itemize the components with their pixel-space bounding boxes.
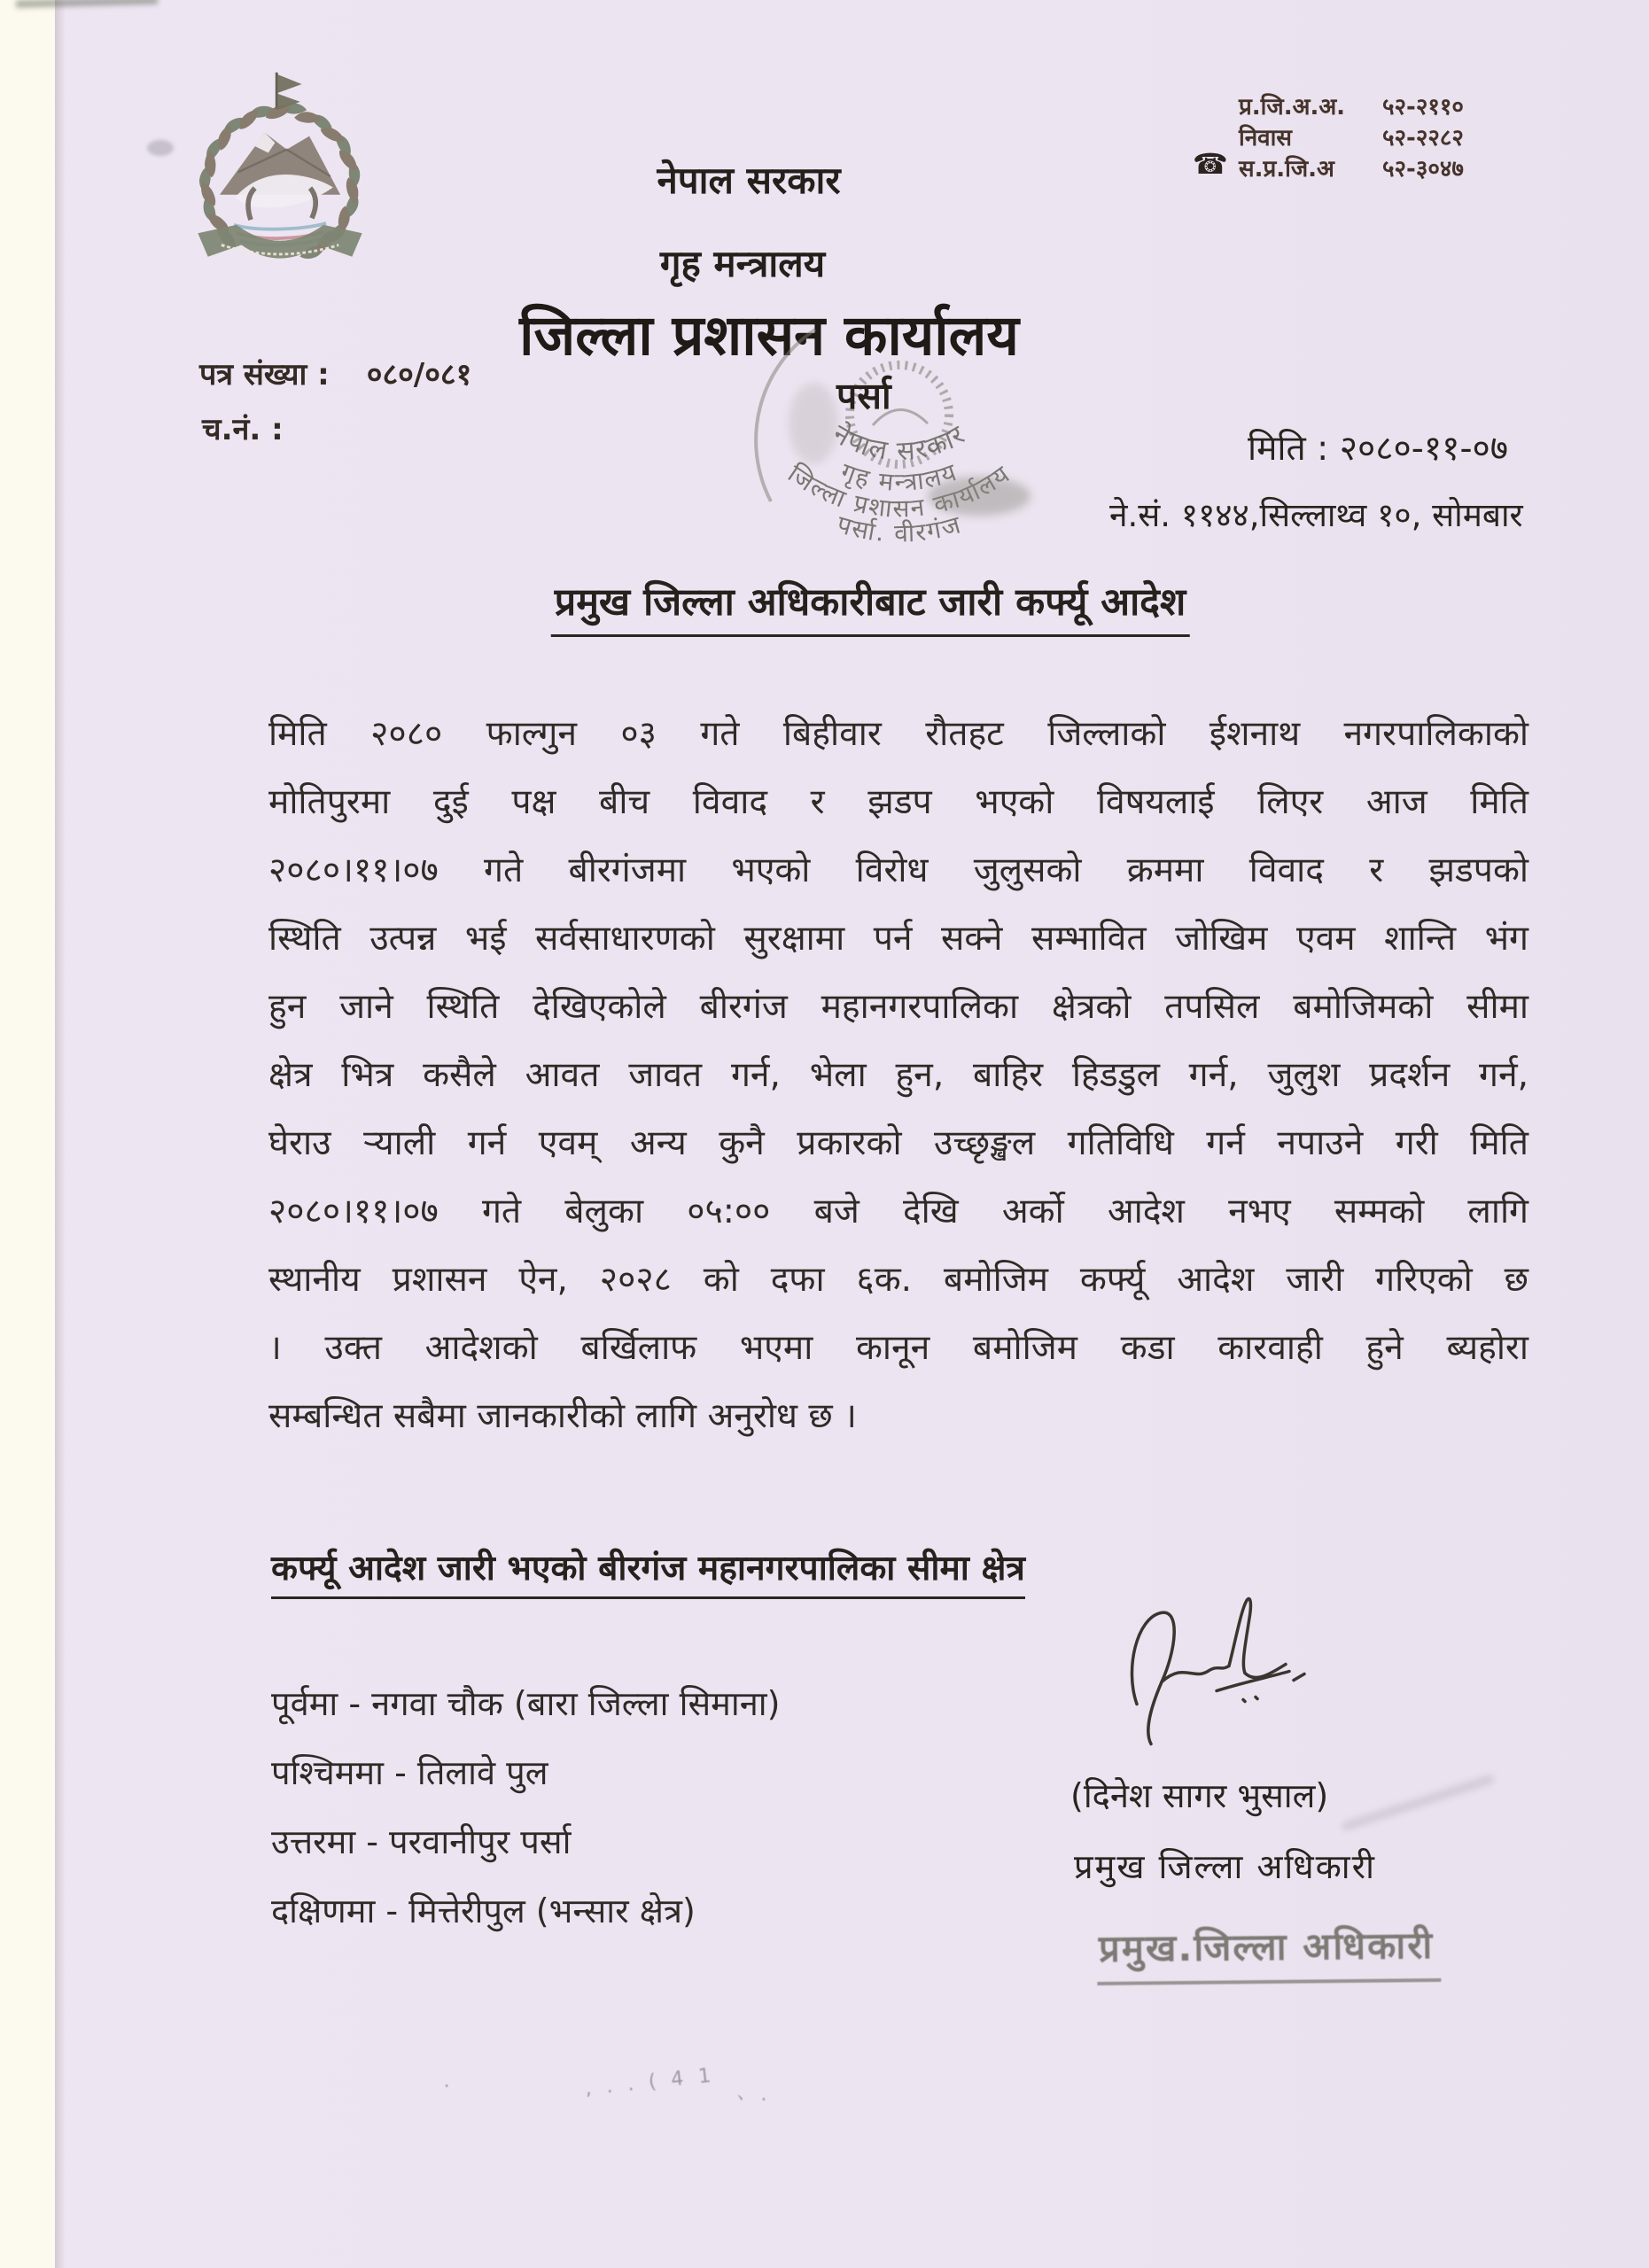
contact-block <box>1193 92 1464 185</box>
body-line: २०८०।११।०७ गते बीरगंजमा भएको विरोध जुलुसको क्रममा विवाद र झडपको <box>268 850 1528 890</box>
office-round-stamp <box>709 317 1063 583</box>
contact-number: ५२-२२८२ <box>1382 125 1464 151</box>
boundary-item-east: पूर्वमा - नगवा चौक (बारा जिल्ला सिमाना) <box>271 1684 781 1723</box>
ministry-name: गृह मन्त्रालय <box>659 242 826 285</box>
signatory-name: (दिनेश सागर भुसाल) <box>1070 1776 1329 1815</box>
scan-speck <box>147 140 174 156</box>
contact-row <box>1239 154 1464 185</box>
contact-label: प्र.जि.अ.अ. <box>1239 94 1346 120</box>
body-line: स्थानीय प्रशासन ऐन, २०२८ को दफा ६क. बमोजिम कर्फ्यू आदेश जारी गरिएको छ <box>268 1260 1528 1300</box>
letter-date: मिति : २०८०-११-०७ <box>1248 429 1509 469</box>
pencil-mark: , . . ( 4 1 <box>584 2064 717 2101</box>
body-line: २०८०।११।०७ गते बेलुका ०५:०० बजे देखि अर्को आदेश नभए सम्मको लागि <box>268 1192 1528 1231</box>
boundary-section-heading: कर्फ्यू आदेश जारी भएको बीरगंज महानगरपालिका सीमा क्षेत्र <box>271 1543 1025 1599</box>
designation-rubber-stamp: प्रमुख.जिल्ला अधिकारी <box>1097 1919 1442 1985</box>
body-line: सम्बन्धित सबैमा जानकारीको लागि अनुरोध छ । <box>268 1396 857 1436</box>
stamp-arc-text: गृह मन्त्रालय <box>836 456 962 497</box>
signature-scribble <box>1112 1582 1316 1759</box>
contact-number: ५२-३०४७ <box>1382 156 1464 183</box>
contact-label: निवास <box>1239 125 1292 151</box>
stamp-smudge <box>928 477 1031 516</box>
body-line: घेराउ र्‍याली गर्न एवम् अन्य कुनै प्रकारको उच्छृङ्खल गतिविधि गर्न नपाउने गरी मिति <box>268 1123 1528 1163</box>
stamp-smudge <box>789 383 838 464</box>
body-line: क्षेत्र भित्र कसैले आवत जावत गर्न, भेला हुन, बाहिर हिडडुल गर्न, जुलुश प्रदर्शन गर्न, <box>268 1055 1528 1095</box>
scan-speck <box>1341 1774 1495 1831</box>
phone-icon: ☎ <box>1193 147 1228 181</box>
contact-label: स.प्र.जि.अ <box>1239 156 1334 183</box>
dispatch-number-label: च.नं. : <box>202 412 284 447</box>
contact-row <box>1239 123 1464 154</box>
boundary-list <box>271 1669 780 1946</box>
nepal-sambat-date: ने.सं. ११४४,सिल्लाथ्व १०, सोमबार <box>1109 496 1523 534</box>
boundary-item-north: उत्तरमा - परवानीपुर पर्सा <box>271 1822 572 1861</box>
contact-number: ५२-२११० <box>1382 94 1464 120</box>
nepal-coat-of-arms <box>188 67 372 285</box>
stamp-arc-text: नेपाल सरकार <box>827 418 972 468</box>
government-name: नेपाल सरकार <box>657 159 841 202</box>
letter-number-value: ०८०/०८१ <box>366 357 472 392</box>
body-line: मिति २०८० फाल्गुन ०३ गते बिहीवार रौतहट जिल्लाको ईशनाथ नगरपालिकाको <box>268 714 1528 754</box>
letter-title: प्रमुख जिल्ला अधिकारीबाट जारी कर्फ्यू आदेश <box>551 574 1190 637</box>
scan-margin-shadow <box>55 0 66 2268</box>
stamp-arc-text: पर्सा. वीरगंज <box>833 509 966 548</box>
pencil-mark: · <box>439 2075 457 2101</box>
contact-row <box>1239 92 1464 123</box>
stamp-arc-text: जिल्ला प्रशासन कार्यालय <box>782 458 1016 524</box>
boundary-item-south: दक्षिणमा - मित्तेरीपुल (भन्सार क्षेत्र) <box>271 1891 696 1930</box>
scan-margin-strip <box>0 0 55 2268</box>
body-line: । उक्त आदेशको बर्खिलाफ भएमा कानून बमोजिम कडा कारवाही हुने ब्यहोरा <box>268 1328 1528 1368</box>
pencil-mark: 、. <box>736 2081 773 2107</box>
body-line: स्थिति उत्पन्न भई सर्वसाधारणको सुरक्षामा पर्न सक्ने सम्भावित जोखिम एवम शान्ति भंग <box>268 919 1528 959</box>
body-line: मोतिपुरमा दुई पक्ष बीच विवाद र झडप भएको विषयलाई लिएर आज मिति <box>268 782 1528 822</box>
scan-corner-smudge <box>16 0 158 8</box>
signatory-designation: प्रमुख जिल्ला अधिकारी <box>1074 1847 1377 1886</box>
stamp-district-name: पर्सा <box>836 375 891 417</box>
body-line: हुन जाने स्थिति देखिएकोले बीरगंज महानगरपालिका क्षेत्रको तपसिल बमोजिमको सीमा <box>268 987 1528 1027</box>
boundary-item-west: पश्चिममा - तिलावे पुल <box>271 1753 548 1792</box>
letter-number-row <box>199 353 471 393</box>
body-paragraph <box>268 709 1528 1459</box>
letter-number-label: पत्र संख्या : <box>199 357 330 392</box>
office-name: जिल्ला प्रशासन कार्यालय <box>519 303 1019 368</box>
